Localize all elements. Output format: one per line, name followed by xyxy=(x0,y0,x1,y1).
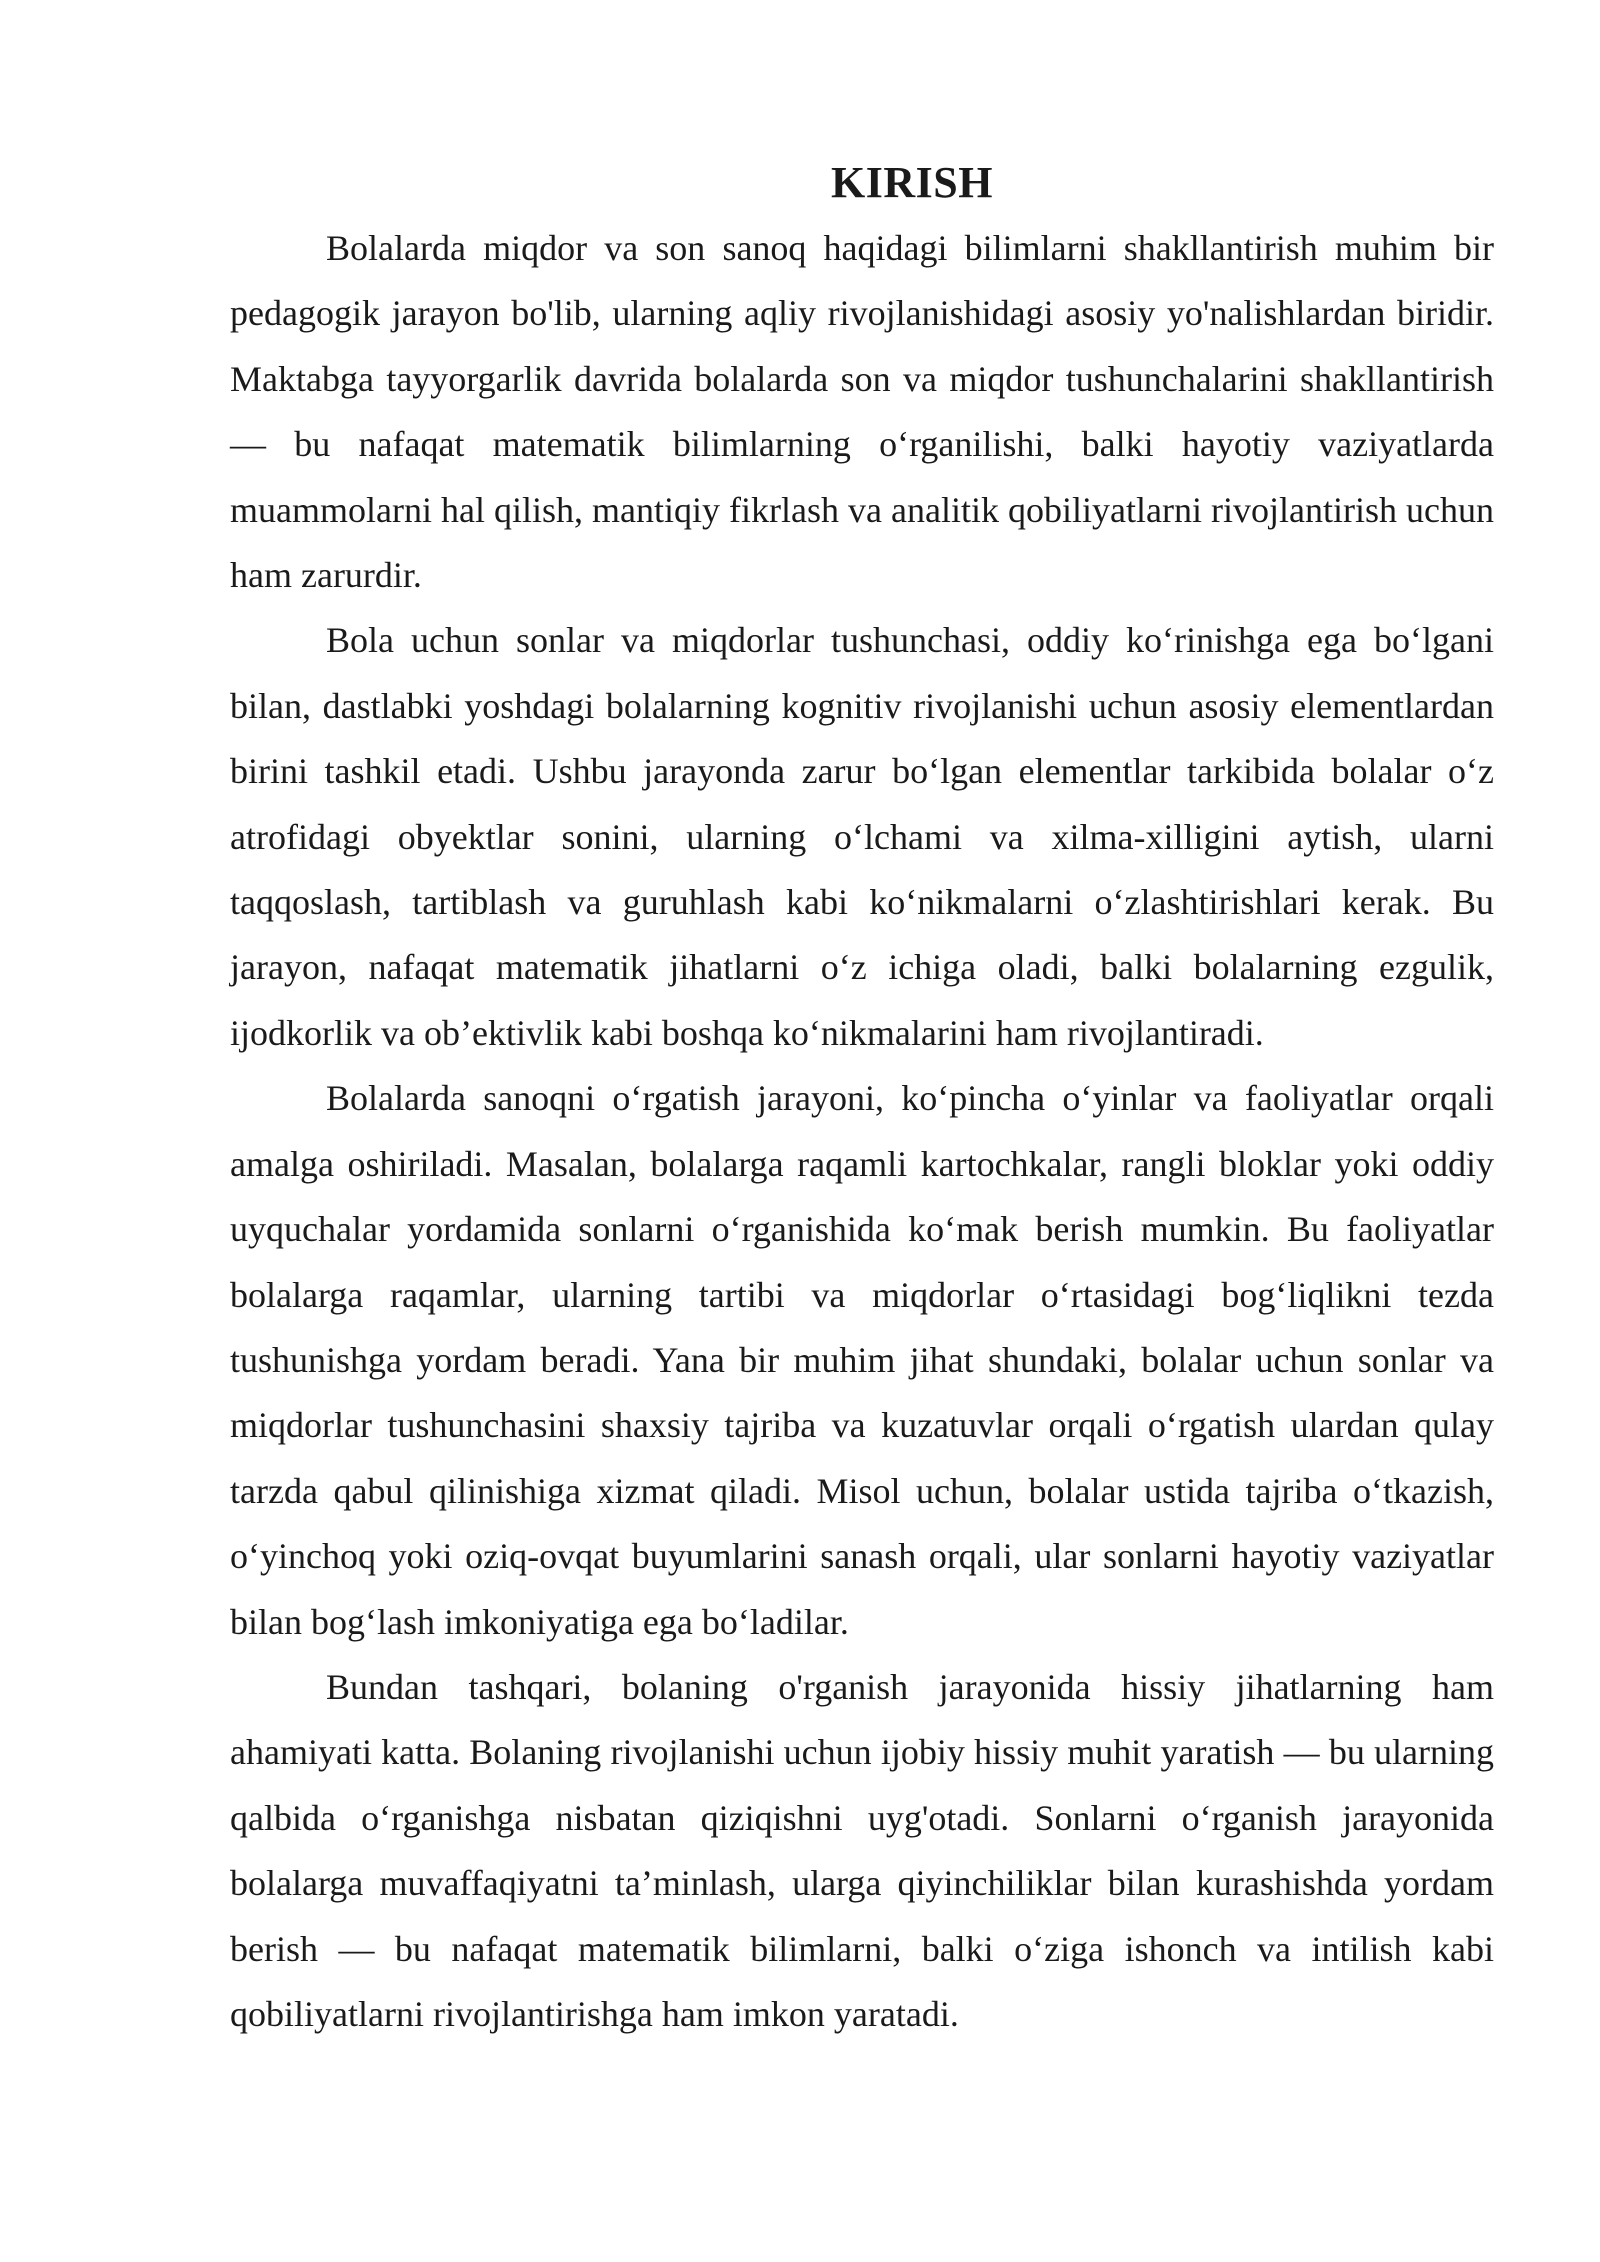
document-page xyxy=(230,150,1494,2047)
paragraph-3: Bolalarda sanoqni o‘rgatish jarayoni, ko‘pincha o‘yinlar va faoliyatlar orqali amalga oshiriladi. Masalan, bolalarga raqamli kartochkalar, rangli bloklar yoki oddiy uyquchalar yordamida sonlarni o‘rganishida ko‘mak berish mumkin. Bu faoliyatlar bolalarga raqamlar, ularning tartibi va miqdorlar o‘rtasidagi bog‘liqlikni tezda tushunishga yordam beradi. Yana bir muhim jihat shundaki, bolalar uchun sonlar va miqdorlar tushunchasini shaxsiy tajriba va kuzatuvlar orqali o‘rgatish ulardan qulay tarzda qabul qilinishiga xizmat qiladi. Misol uchun, bolalar ustida tajriba o‘tkazish, o‘yinchoq yoki oziq-ovqat buyumlarini sanash orqali, ular sonlarni hayotiy vaziyatlar bilan bog‘lash imkoniyatiga ega bo‘ladilar. xyxy=(230,1078,1494,1642)
paragraph-1: Bolalarda miqdor va son sanoq haqidagi bilimlarni shakllantirish muhim bir pedagogik jarayon bo'lib, ularning aqliy rivojlanishidagi asosiy yo'nalishlardan biridir. Maktabga tayyorgarlik davrida bolalarda son va miqdor tushunchalarini shakllantirish — bu nafaqat matematik bilimlarning o‘rganilishi, balki hayotiy vaziyatlarda muammolarni hal qilish, mantiqiy fikrlash va analitik qobiliyatlarni rivojlantirish uchun ham zarurdir. xyxy=(230,228,1494,596)
document-title: KIRISH xyxy=(831,158,993,207)
paragraph-2: Bola uchun sonlar va miqdorlar tushunchasi, oddiy ko‘rinishga ega bo‘lgani bilan, dastlabki yoshdagi bolalarning kognitiv rivojlanishi uchun asosiy elementlardan birini tashkil etadi. Ushbu jarayonda zarur bo‘lgan elementlar tarkibida bolalar o‘z atrofidagi obyektlar sonini, ularning o‘lchami va xilma-xilligini aytish, ularni taqqoslash, tartiblash va guruhlash kabi ko‘nikmalarni o‘zlashtirishlari kerak. Bu jarayon, nafaqat matematik jihatlarni o‘z ichiga oladi, balki bolalarning ezgulik, ijodkorlik va ob’ektivlik kabi boshqa ko‘nikmalarini ham rivojlantiradi. xyxy=(230,620,1494,1053)
paragraph-4: Bundan tashqari, bolaning o'rganish jarayonida hissiy jihatlarning ham ahamiyati katta. Bolaning rivojlanishi uchun ijobiy hissiy muhit yaratish — bu ularning qalbida o‘rganishga nisbatan qiziqishni uyg'otadi. Sonlarni o‘rganish jarayonida bolalarga muvaffaqiyatni ta’minlash, ularga qiyinchiliklar bilan kurashishda yordam berish — bu nafaqat matematik bilimlarni, balki o‘ziga ishonch va intilish kabi qobiliyatlarni rivojlantirishga ham imkon yaratadi. xyxy=(230,1666,1494,2034)
